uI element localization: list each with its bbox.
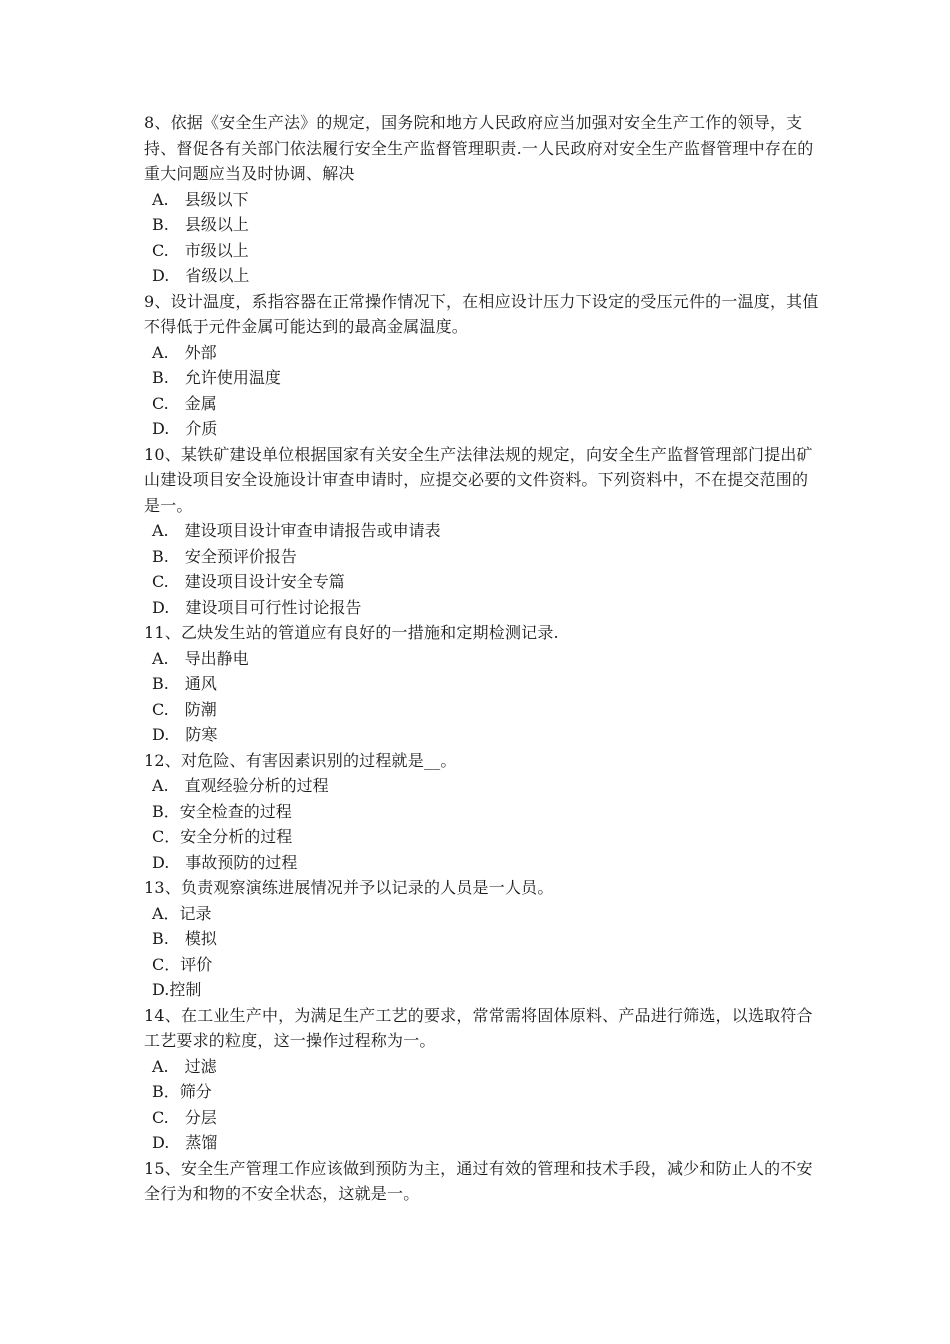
option-d: D. 介质	[152, 419, 218, 438]
question-14	[144, 1003, 824, 1156]
option-b: B．筛分	[152, 1082, 212, 1101]
option-d: D. 蒸馏	[152, 1133, 218, 1152]
option-a: A. 县级以下	[152, 189, 249, 209]
question-13	[144, 875, 824, 1003]
option-b: B. 允许使用温度	[152, 368, 281, 387]
option-a: A. 建设项目设计审查申请报告或申请表	[152, 521, 441, 540]
option-c: C．安全分析的过程	[152, 827, 293, 846]
option-b: B. 安全预评价报告	[152, 546, 297, 566]
question-9	[144, 289, 824, 442]
option-b: B．安全检查的过程	[152, 801, 292, 821]
option-c: C. 防潮	[152, 699, 217, 719]
option-list	[144, 187, 824, 289]
question-stem: 11、乙炔发生站的管道应有良好的一措施和定期检测记录.	[144, 623, 559, 642]
question-stem: 9、设计温度，系指容器在正常操作情况下，在相应设计压力下设定的受压元件的一温度，其值不得低于元件金属可能达到的最高金属温度。	[144, 291, 819, 336]
question-15	[144, 1156, 824, 1207]
option-a: A. 外部	[152, 342, 217, 362]
option-c: C. 建设项目设计安全专篇	[152, 572, 345, 591]
option-d: D. 省级以上	[152, 266, 250, 285]
question-10	[144, 442, 824, 621]
option-a: A. 直观经验分析的过程	[152, 776, 329, 795]
option-d: D. 防寒	[152, 725, 218, 744]
question-11	[144, 620, 824, 748]
option-d: D.控制	[152, 980, 202, 999]
option-list	[144, 340, 824, 442]
option-a: A．记录	[152, 903, 212, 923]
option-d: D. 事故预防的过程	[152, 852, 298, 872]
option-c: C. 分层	[152, 1107, 217, 1127]
option-list	[144, 518, 824, 620]
question-stem: 14、在工业生产中，为满足生产工艺的要求，常常需将固体原料、产品进行筛选，以选取符合工艺要求的粒度，这一操作过程称为一。	[144, 1005, 813, 1050]
option-c: C．评价	[152, 954, 213, 974]
option-d: D. 建设项目可行性讨论报告	[152, 597, 362, 617]
option-b: B. 模拟	[152, 929, 217, 948]
option-a: A. 过滤	[152, 1056, 217, 1076]
question-stem: 13、负责观察演练进展情况并予以记录的人员是一人员。	[144, 878, 554, 897]
option-b: B. 县级以上	[152, 215, 249, 234]
option-a: A. 导出静电	[152, 648, 249, 668]
question-12	[144, 748, 824, 876]
option-b: B. 通风	[152, 674, 217, 693]
question-stem: 15、安全生产管理工作应该做到预防为主，通过有效的管理和技术手段，减少和防止人的不安全行为和物的不安全状态，这就是一。	[144, 1158, 813, 1203]
option-c: C. 市级以上	[152, 240, 249, 260]
option-list	[144, 773, 824, 875]
question-stem: 10、某铁矿建设单位根据国家有关安全生产法律法规的规定，向安全生产监督管理部门提出矿山建设项目安全设施设计审查申请时，应提交必要的文件资料。下列资料中，不在提交范围的是一。	[144, 444, 813, 515]
document-page	[144, 110, 824, 1207]
option-list	[144, 646, 824, 748]
option-c: C. 金属	[152, 393, 217, 413]
question-stem: 8、依据《安全生产法》的规定，国务院和地方人民政府应当加强对安全生产工作的领导，支持、督促各有关部门依法履行安全生产监督管理职责.一人民政府对安全生产监督管理中存在的重大问题应当及时协调、解决	[144, 113, 814, 183]
option-list	[144, 1054, 824, 1156]
question-8	[144, 110, 824, 289]
option-list	[144, 901, 824, 1003]
question-stem: 12、对危险、有害因素识别的过程就是__。	[144, 750, 457, 770]
